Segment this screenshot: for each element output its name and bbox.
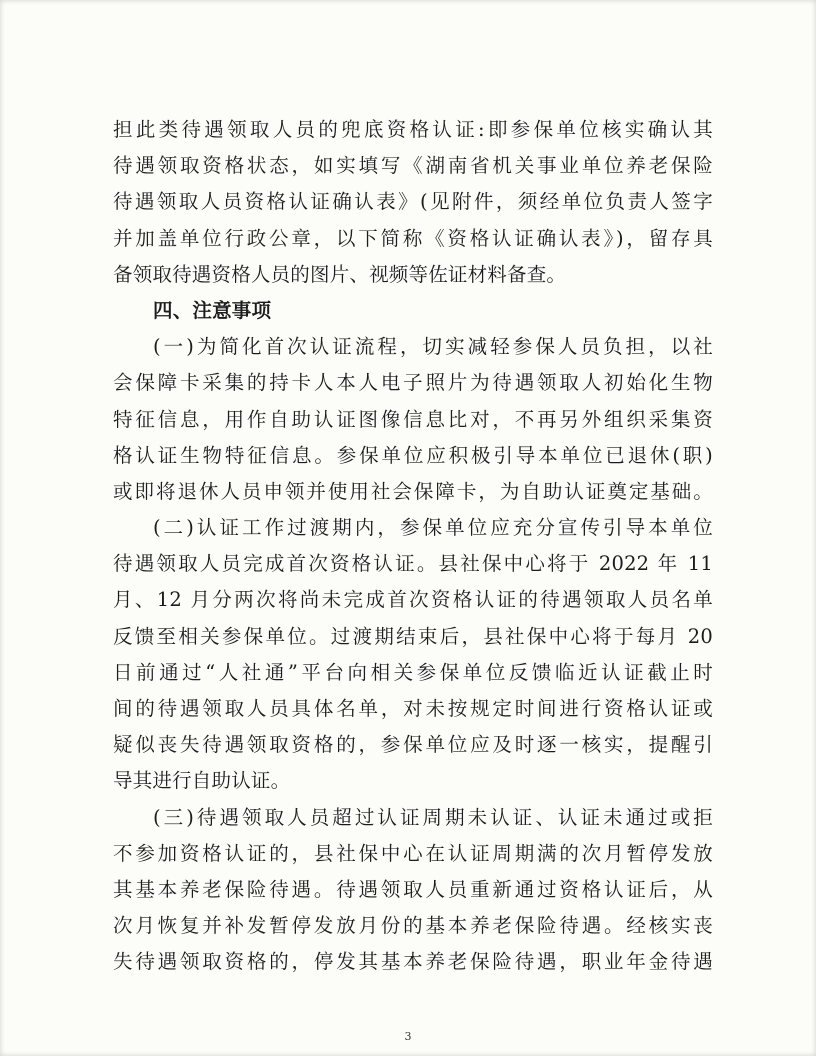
paragraph-3-line: 失待遇领取资格的，停发其基本养老保险待遇，职业年金待遇 — [113, 950, 713, 974]
text-line: 备领取待遇资格人员的图片、视频等佐证材料备查。 — [113, 262, 567, 286]
paragraph-1-line: 或即将退休人员申领并使用社会保障卡，为自助认证奠定基础。 — [113, 479, 713, 503]
paragraph-2-line: 待遇领取人员完成首次资格认证。县社保中心将于 2022 年 11 — [113, 552, 713, 576]
body-text — [113, 112, 713, 981]
text-line: 并加盖单位行政公章，以下简称《资格认证确认表》)，留存具 — [113, 226, 713, 250]
paragraph-2-line: 疑似丧失待遇领取资格的，参保单位应及时逐一核实，提醒引 — [113, 733, 713, 757]
text-line: 待遇领取资格状态，如实填写《湖南省机关事业单位养老保险 — [113, 154, 713, 178]
text-line: 待遇领取人员资格认证确认表》(见附件，须经单位负责人签字 — [113, 190, 713, 214]
paragraph-2-line: 间的待遇领取人员具体名单，对未按规定时间进行资格认证或 — [113, 697, 713, 720]
paragraph-3-line: 次月恢复并补发暂停发放月份的基本养老保险待遇。经核实丧 — [113, 914, 713, 938]
paragraph-1-line: 会保障卡采集的持卡人本人电子照片为待遇领取人初始化生物 — [113, 371, 713, 395]
paragraph-1-line: (一)为简化首次认证流程，切实减轻参保人员负担，以社 — [153, 335, 713, 359]
text-line: 担此类待遇领取人员的兜底资格认证:即参保单位核实确认其 — [113, 118, 713, 141]
paragraph-1-line: 特征信息，用作自助认证图像信息比对，不再另外组织采集资 — [113, 407, 713, 431]
paragraph-2-line: 导其进行自助认证。 — [113, 769, 291, 793]
paragraph-1-line: 格认证生物特征信息。参保单位应积极引导本单位已退休(职) — [113, 443, 713, 467]
page-number: 3 — [404, 1030, 412, 1043]
paragraph-2-line: 反馈至相关参保单位。过渡期结束后，县社保中心将于每月 20 — [113, 624, 713, 648]
paragraph-2-line: 月、12 月分两次将尚未完成首次资格认证的待遇领取人员名单 — [113, 588, 713, 612]
paragraph-3-line: (三)待遇领取人员超过认证周期未认证、认证未通过或拒 — [153, 805, 713, 829]
paragraph-2-line: 日前通过“人社通”平台向相关参保单位反馈临近认证截止时 — [113, 660, 713, 684]
paragraph-3-line: 不参加资格认证的，县社保中心在认证周期满的次月暂停发放 — [113, 841, 713, 865]
paragraph-2-line: (二)认证工作过渡期内，参保单位应充分宣传引导本单位 — [153, 516, 713, 540]
paragraph-3-line: 其基本养老保险待遇。待遇领取人员重新通过资格认证后，从 — [113, 877, 713, 901]
section-heading: 四、注意事项 — [153, 298, 272, 322]
